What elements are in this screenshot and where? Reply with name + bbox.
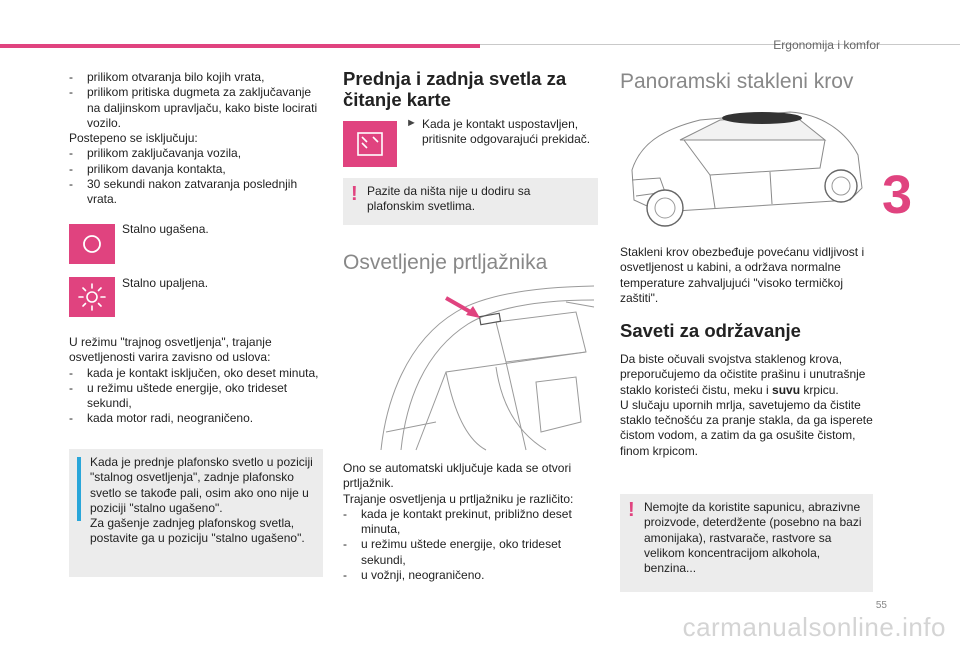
trunk-text-1: Ono se automatski uključuje kada se otvori prtljažnik. — [343, 461, 572, 491]
maintenance-text-bold: suvu — [772, 382, 801, 397]
maintenance-warning-text: Nemojte da koristite sapunicu, abrazivne proizvode, deterdžente (posebno na bazi amonijaka), rastvarače, rastvore sa velikom koncentracijom alkohola, benzina... — [644, 500, 862, 576]
trunk-text — [343, 461, 598, 583]
maintenance-warning-note — [620, 494, 873, 592]
list-item: - kada motor radi, neograničeno. — [69, 411, 323, 426]
warning-text: Pazite da ništa nije u dodiru sa plafonskim svetlima. — [367, 184, 531, 214]
maintenance-text — [620, 352, 875, 459]
warning-note — [343, 178, 598, 225]
maintenance-text-2: U slučaju upornih mrlja, savetujemo da čistite staklo tečnošću za pranje stakla, da ga isperete čistom vodom, a zatim da ga osušite čistom, finom krpicom. — [620, 397, 873, 458]
reading-light-icon — [343, 121, 397, 167]
warning-icon: ! — [351, 183, 358, 205]
panoramic-roof-text: Stakleni krov obezbeđuje povećanu vidljivost i osvetljenost u kabini, a održava normalne temperature zahvaljujući "visoko termičkoj zaštiti". — [620, 245, 865, 305]
list-item: - prilikom otvaranja bilo kojih vrata, — [69, 70, 323, 85]
maintenance-text-post: krpicu. — [800, 382, 839, 397]
section-title: Ergonomija i komfor — [773, 38, 880, 52]
list-item: - kada je kontakt prekinut, približno deset minuta, — [343, 507, 598, 538]
warning-icon: ! — [628, 499, 635, 521]
chapter-number: 3 — [882, 165, 913, 225]
maintenance-text-1 — [620, 352, 875, 398]
light-on-label: Stalno upaljena. — [122, 276, 209, 290]
header-rule — [480, 44, 960, 45]
list-item: - kada je kontakt isključen, oko deset minuta, — [69, 366, 323, 381]
light-off-label: Stalno ugašena. — [122, 222, 209, 236]
maintenance-text-pre: Da biste očuvali svojstva staklenog krova, preporučujemo da očistite prašinu i unutrašnje staklo koristeći čistu, meku i — [620, 352, 866, 397]
header-accent-bar — [0, 44, 480, 48]
list-item: - prilikom zaključavanja vozila, — [69, 146, 323, 161]
reading-lights-title: Prednja i zadnja svetla za čitanje karte — [343, 68, 567, 110]
pointer-icon: ► — [406, 117, 417, 129]
light-on-icon — [69, 277, 115, 317]
info-note-text: Kada je prednje plafonsko svetlo u poziciji "stalnog osvetljenja", zadnje plafonsko svetlo se takođe pali, osim ako ono nije u poziciji "stalno ugašeno". Za gašenje zadnjeg plafonskog svetla, postavite ga u poziciju "stalno ugašeno". — [90, 455, 313, 546]
gradual-title: Postepeno se isključuju: — [69, 131, 198, 146]
list-item: - 30 sekundi nakon zatvaranja poslednjih vrata. — [69, 177, 323, 208]
info-note — [69, 449, 323, 577]
car-illustration — [620, 100, 870, 230]
reading-light-instruction: Kada je kontakt uspostavljen, pritisnite odgovarajući prekidač. — [422, 117, 591, 147]
trunk-text-2: Trajanje osvetljenja u prtljažniku je različito: — [343, 491, 574, 506]
mode-text: U režimu "trajnog osvetljenja", trajanje osvetljenosti varira zavisno od uslova: — [69, 335, 272, 365]
list-item: - u režimu uštede energije, oko trideset sekundi, — [69, 381, 323, 412]
col1-intro — [69, 70, 323, 208]
trunk-light-title: Osvetljenje prtljažnika — [343, 251, 548, 274]
maintenance-title: Saveti za održavanje — [620, 320, 801, 341]
light-off-icon — [69, 224, 115, 264]
list-item: - prilikom pritiska dugmeta za zaključavanje na daljinskom upravljaču, kako biste locirati vozilo. — [69, 85, 323, 131]
panoramic-roof-title: Panoramski stakleni krov — [620, 70, 854, 93]
info-icon — [77, 457, 81, 521]
list-item: - prilikom davanja kontakta, — [69, 162, 323, 177]
list-item: - u vožnji, neograničeno. — [343, 568, 598, 583]
page-number: 55 — [875, 600, 887, 611]
trunk-illustration — [376, 282, 596, 452]
list-item: - u režimu uštede energije, oko trideset sekundi, — [343, 537, 598, 568]
watermark: carmanualsonline.info — [682, 612, 946, 642]
col1-mode — [69, 335, 323, 427]
